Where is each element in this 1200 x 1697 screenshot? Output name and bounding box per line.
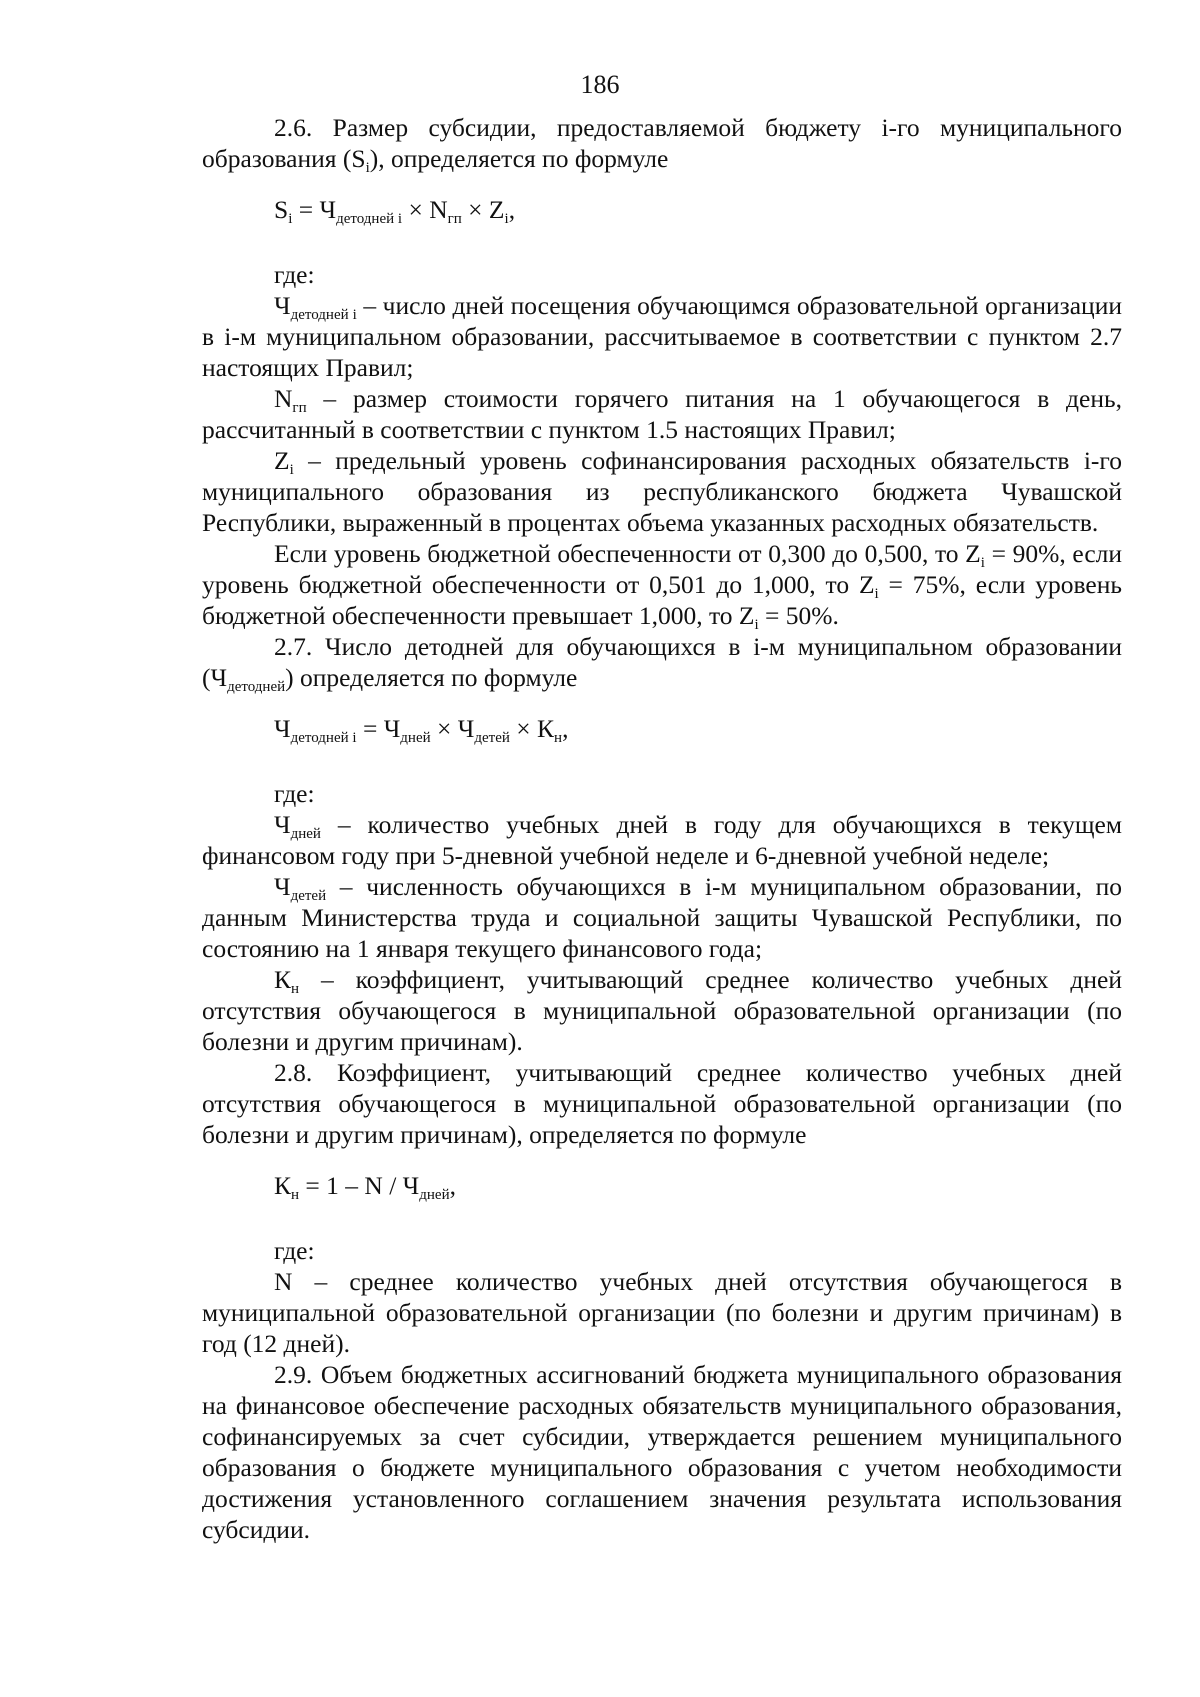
document-body — [202, 112, 1122, 1545]
where-label: где: — [274, 260, 315, 289]
formula-subsidy-size: $S_i = Ч_{детодней i} \times N_{гп} \times Z_i$, — [274, 195, 516, 227]
definition-cofinancing-level: $Z_i$ – предельный уровень софинансирования расходных обязательств i-го муниципального образования из республиканского бюджета Чувашской Республики, выраженный в процентах объема указанных расходных обязательств. — [202, 446, 1122, 537]
formula-absence-coefficient: $К_н = 1 - N / Ч_{дней}$, — [274, 1171, 456, 1203]
definition-school-days: $Ч_{дней}$ – количество учебных дней в году для обучающихся в текущем финансовом году при 5-дневной учебной неделе и 6-дневной учебной неделе; — [202, 810, 1122, 870]
definition-absence-coefficient: $К_н$ – коэффициент, учитывающий среднее количество учебных дней отсутствия обучающегося в муниципальной образовательной организации (по болезни и другим причинам). — [202, 965, 1122, 1056]
paragraph-2-6: 2.6. Размер субсидии, предоставляемой бюджету i-го муниципального образования $(S_i)$, определяется по формуле — [202, 113, 1122, 176]
paragraph-2-7: 2.7. Число детодней для обучающихся в i-м муниципальном образовании $(Ч_{детодней})$ определяется по формуле — [202, 632, 1122, 695]
definition-student-count: $Ч_{детей}$ – численность обучающихся в i-м муниципальном образовании, по данным Министерства труда и социальной защиты Чувашской Республики, по состоянию на 1 января текущего финансового года; — [202, 872, 1122, 963]
paragraph-2-9: 2.9. Объем бюджетных ассигнований бюджета муниципального образования на финансовое обеспечение расходных обязательств муниципального образования, софинансируемых за счет субсидии, утверждается решением муниципального образования о бюджете муниципального образования с учетом необходимости достижения установленного соглашением значения результата использования субсидии. — [202, 1360, 1122, 1544]
paragraph-2-8: 2.8. Коэффициент, учитывающий среднее количество учебных дней отсутствия обучающегося в муниципальной образовательной организации (по болезни и другим причинам), определяется по формуле — [202, 1058, 1122, 1149]
definition-meal-cost: $N_{гп}$ – размер стоимости горячего питания на 1 обучающегося в день, рассчитанный в соответствии с пунктом 1.5 настоящих Правил; — [202, 384, 1122, 444]
page-number: 186 — [580, 70, 620, 99]
definition-absence-days: N – среднее количество учебных дней отсутствия обучающегося в муниципальной образовательной организации (по болезни и другим причинам) в год (12 дней). — [202, 1267, 1122, 1358]
definition-child-days: $Ч_{детодней i}$ – число дней посещения обучающимся образовательной организации в i-м муниципальном образовании, рассчитываемое в соответствии с пунктом 2.7 настоящих Правил; — [202, 291, 1122, 382]
paragraph-cofinancing-thresholds: Если уровень бюджетной обеспеченности от 0,300 до 0,500, то $Z_i = 90\%$, если уровень бюджетной обеспеченности от 0,501 до 1,000, то $Z_i = 75\%$, если уровень бюджетной обеспеченности превышает 1,000, то $Z_i = 50\%$. — [202, 539, 1123, 633]
where-label: где: — [274, 779, 315, 808]
where-label: где: — [274, 1236, 315, 1265]
formula-child-days: $Ч_{детодней i} = Ч_{дней} \times Ч_{детей} \times К_н$, — [274, 714, 569, 746]
